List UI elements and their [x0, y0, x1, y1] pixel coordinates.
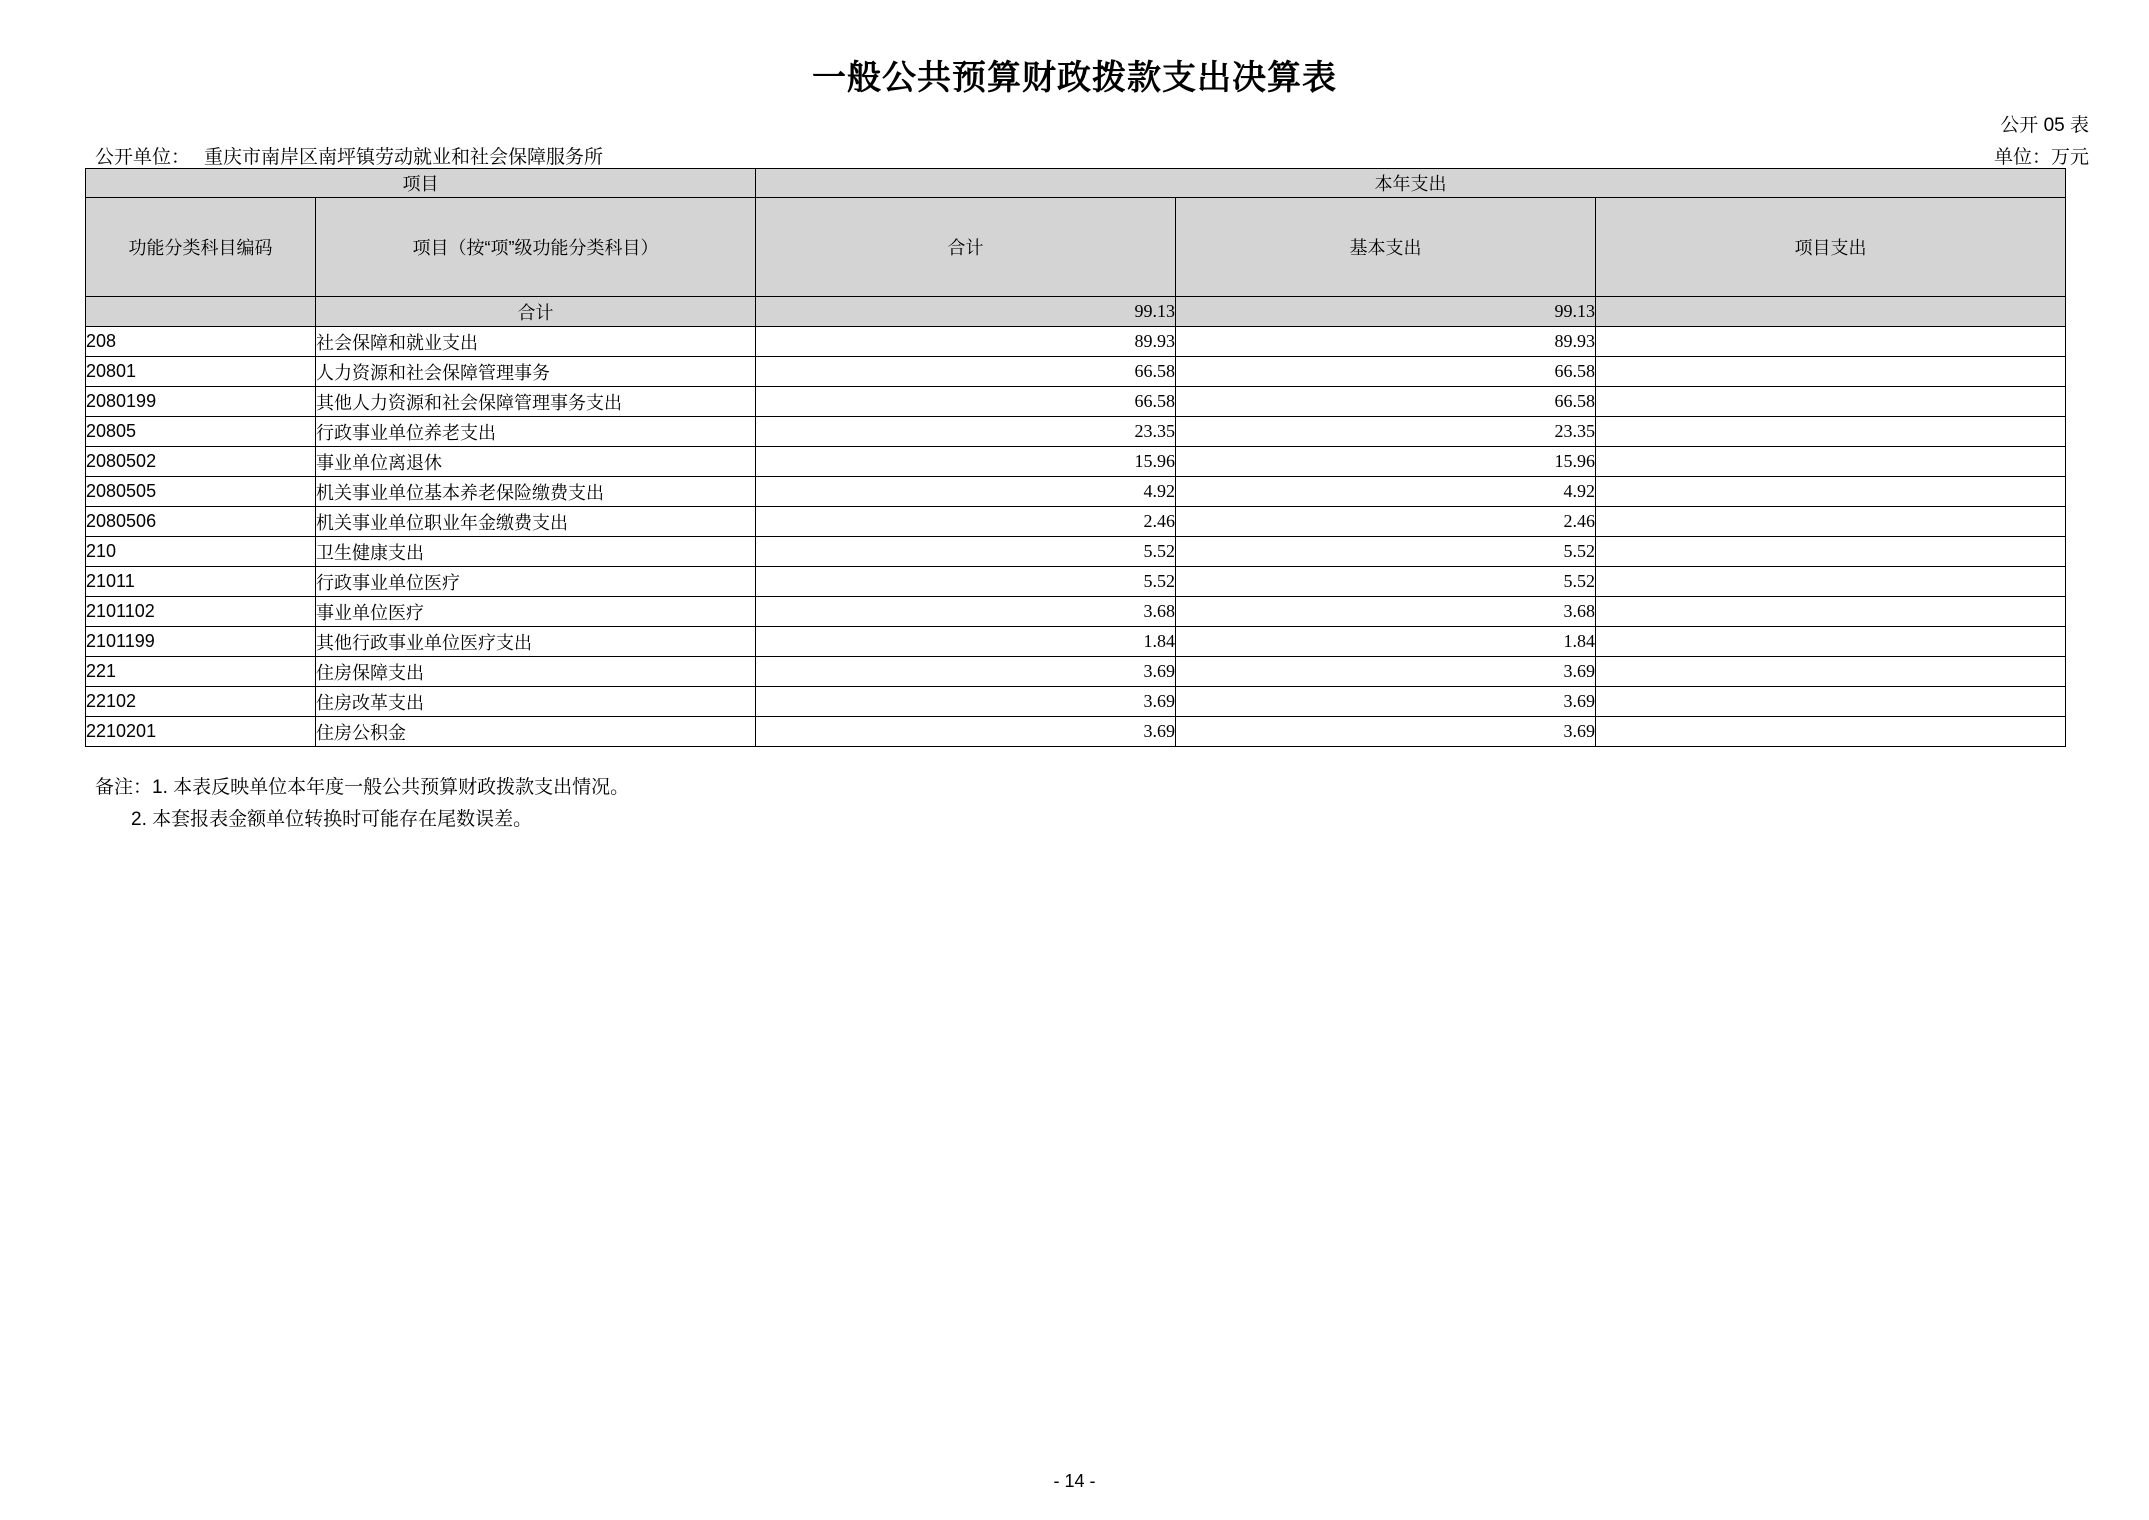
org-label: 公开单位： — [95, 147, 191, 168]
table-row — [86, 507, 2066, 537]
row-code: 2101102 — [86, 597, 316, 627]
table-header-row — [86, 198, 2066, 297]
row-name: 行政事业单位养老支出 — [316, 417, 756, 447]
row-code: 20801 — [86, 357, 316, 387]
row-project — [1596, 447, 2066, 477]
table-row — [86, 477, 2066, 507]
row-total: 89.93 — [756, 327, 1176, 357]
table-row — [86, 597, 2066, 627]
row-code: 2080505 — [86, 477, 316, 507]
row-basic: 1.84 — [1176, 627, 1596, 657]
row-total: 5.52 — [756, 537, 1176, 567]
table-header-group-row — [86, 169, 2066, 198]
table-row — [86, 447, 2066, 477]
row-code: 22102 — [86, 687, 316, 717]
budget-table — [85, 168, 2066, 747]
table-notes — [95, 772, 629, 836]
table-row-total — [86, 297, 2066, 327]
total-row-basic: 99.13 — [1176, 297, 1596, 327]
table-row — [86, 567, 2066, 597]
row-code: 208 — [86, 327, 316, 357]
row-project — [1596, 537, 2066, 567]
total-row-label: 合计 — [316, 297, 756, 327]
header-group-item: 项目 — [86, 169, 756, 198]
row-total: 15.96 — [756, 447, 1176, 477]
org-name: 重庆市南岸区南坪镇劳动就业和社会保障服务所 — [204, 147, 604, 168]
row-code: 2080199 — [86, 387, 316, 417]
row-basic: 66.58 — [1176, 387, 1596, 417]
row-total: 3.69 — [756, 657, 1176, 687]
total-row-label-left — [86, 297, 316, 327]
row-name: 事业单位离退休 — [316, 447, 756, 477]
row-name: 其他行政事业单位医疗支出 — [316, 627, 756, 657]
currency-unit-label: 单位：万元 — [1993, 147, 2089, 168]
row-project — [1596, 627, 2066, 657]
header-col-name: 项目（按“项”级功能分类科目） — [316, 198, 756, 297]
row-project — [1596, 417, 2066, 447]
row-basic: 5.52 — [1176, 537, 1596, 567]
row-total: 3.69 — [756, 687, 1176, 717]
row-basic: 5.52 — [1176, 567, 1596, 597]
row-name: 人力资源和社会保障管理事务 — [316, 357, 756, 387]
table-row — [86, 537, 2066, 567]
row-project — [1596, 387, 2066, 417]
row-code: 21011 — [86, 567, 316, 597]
row-project — [1596, 597, 2066, 627]
total-row-project — [1596, 297, 2066, 327]
row-total: 3.68 — [756, 597, 1176, 627]
row-basic: 3.69 — [1176, 717, 1596, 747]
page-title: 一般公共预算财政拨款支出决算表 — [812, 59, 1337, 97]
row-basic: 3.68 — [1176, 597, 1596, 627]
row-basic: 3.69 — [1176, 657, 1596, 687]
row-basic: 15.96 — [1176, 447, 1596, 477]
header-col-basic: 基本支出 — [1176, 198, 1596, 297]
row-project — [1596, 567, 2066, 597]
row-code: 2101199 — [86, 627, 316, 657]
row-name: 机关事业单位基本养老保险缴费支出 — [316, 477, 756, 507]
table-row — [86, 627, 2066, 657]
total-row-total: 99.13 — [756, 297, 1176, 327]
row-total: 66.58 — [756, 357, 1176, 387]
row-project — [1596, 687, 2066, 717]
row-code: 20805 — [86, 417, 316, 447]
table-row — [86, 357, 2066, 387]
row-basic: 3.69 — [1176, 687, 1596, 717]
row-total: 3.69 — [756, 717, 1176, 747]
header-col-project: 项目支出 — [1596, 198, 2066, 297]
row-name: 事业单位医疗 — [316, 597, 756, 627]
org-line — [95, 142, 603, 169]
row-code: 2080502 — [86, 447, 316, 477]
row-project — [1596, 507, 2066, 537]
row-name: 卫生健康支出 — [316, 537, 756, 567]
row-total: 4.92 — [756, 477, 1176, 507]
row-name: 社会保障和就业支出 — [316, 327, 756, 357]
table-row — [86, 327, 2066, 357]
row-project — [1596, 657, 2066, 687]
row-total: 1.84 — [756, 627, 1176, 657]
row-name: 行政事业单位医疗 — [316, 567, 756, 597]
row-name: 住房改革支出 — [316, 687, 756, 717]
row-project — [1596, 327, 2066, 357]
header-col-total: 合计 — [756, 198, 1176, 297]
row-total: 5.52 — [756, 567, 1176, 597]
row-basic: 89.93 — [1176, 327, 1596, 357]
row-basic: 23.35 — [1176, 417, 1596, 447]
row-name: 其他人力资源和社会保障管理事务支出 — [316, 387, 756, 417]
row-code: 2210201 — [86, 717, 316, 747]
table-row — [86, 717, 2066, 747]
row-code: 2080506 — [86, 507, 316, 537]
row-basic: 2.46 — [1176, 507, 1596, 537]
row-code: 210 — [86, 537, 316, 567]
row-name: 住房公积金 — [316, 717, 756, 747]
row-name: 机关事业单位职业年金缴费支出 — [316, 507, 756, 537]
row-project — [1596, 477, 2066, 507]
row-name: 住房保障支出 — [316, 657, 756, 687]
note-line-2: 2. 本套报表金额单位转换时可能存在尾数误差。 — [131, 809, 533, 830]
table-row — [86, 387, 2066, 417]
header-col-code: 功能分类科目编码 — [86, 198, 316, 297]
table-row — [86, 657, 2066, 687]
row-code: 221 — [86, 657, 316, 687]
page-number: - 14 - — [1053, 1471, 1096, 1491]
form-code-label: 公开 05 表 — [2000, 115, 2089, 136]
row-total: 66.58 — [756, 387, 1176, 417]
table-row — [86, 417, 2066, 447]
row-basic: 4.92 — [1176, 477, 1596, 507]
row-project — [1596, 717, 2066, 747]
row-basic: 66.58 — [1176, 357, 1596, 387]
row-total: 2.46 — [756, 507, 1176, 537]
table-row — [86, 687, 2066, 717]
header-group-year-expense: 本年支出 — [756, 169, 2066, 198]
row-project — [1596, 357, 2066, 387]
row-total: 23.35 — [756, 417, 1176, 447]
note-line-1: 备注：1. 本表反映单位本年度一般公共预算财政拨款支出情况。 — [95, 777, 630, 798]
